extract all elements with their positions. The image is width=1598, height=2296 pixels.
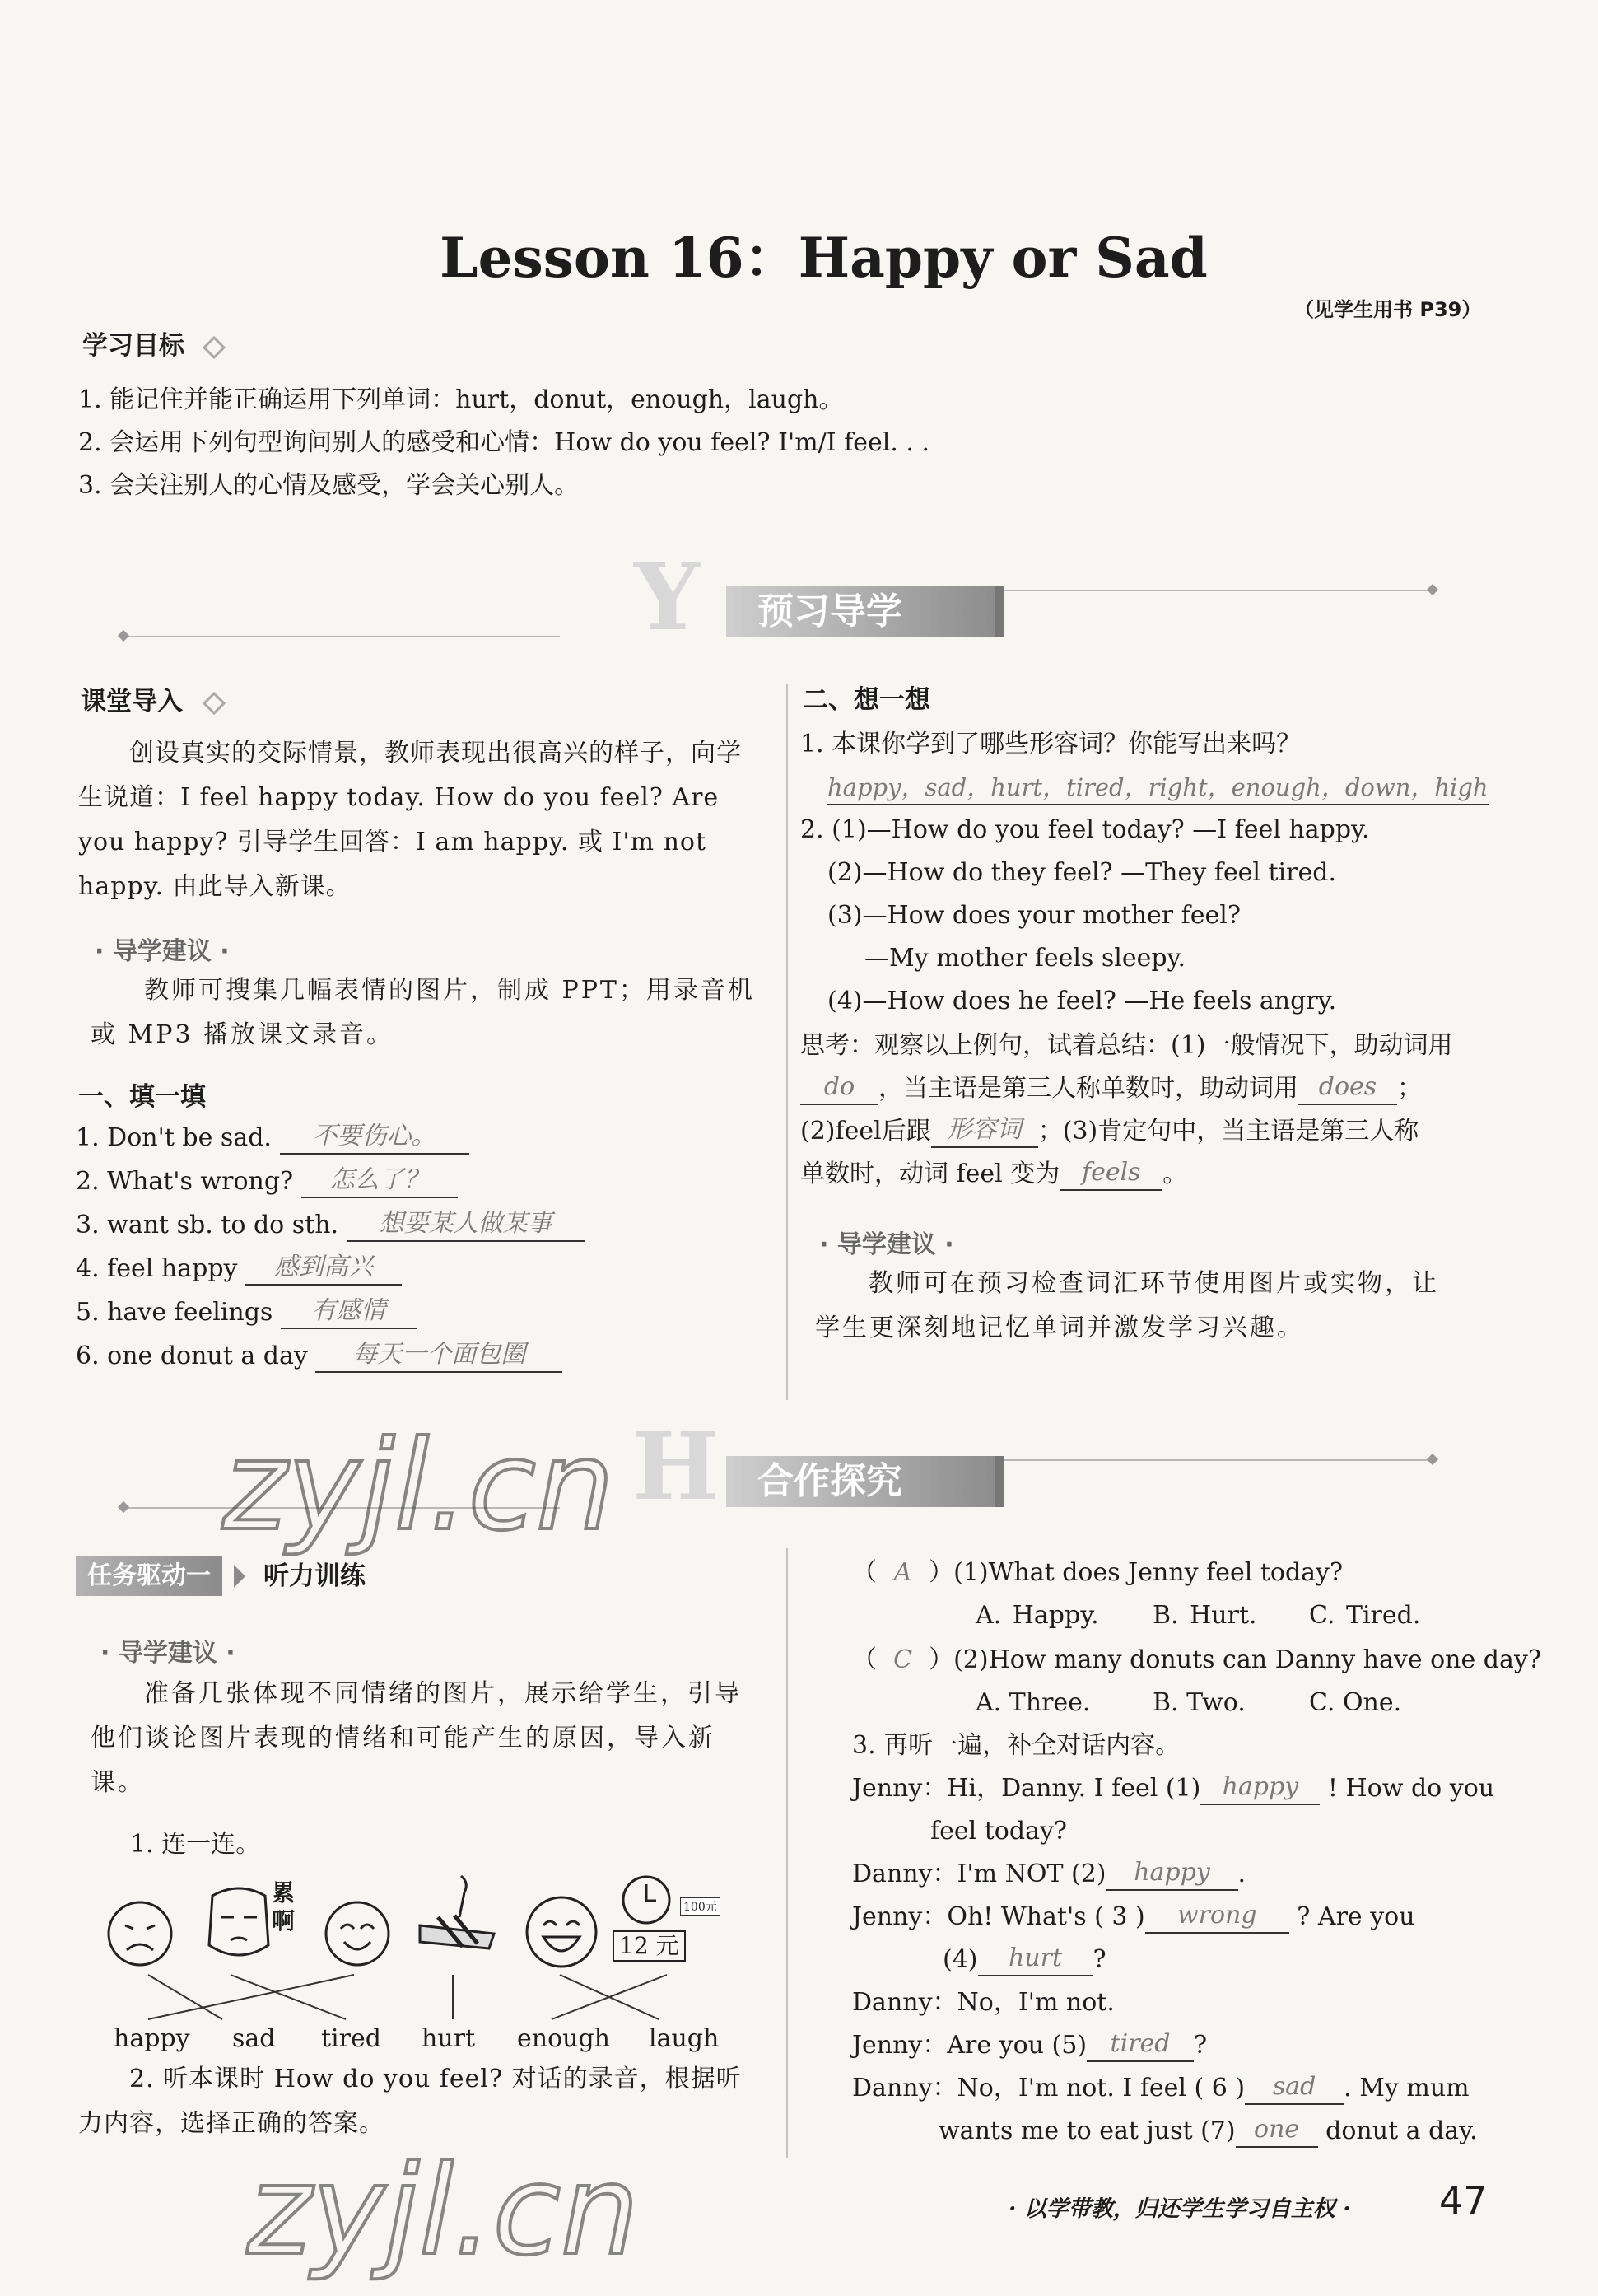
fill-item (76, 1165, 585, 1209)
watermark: zyjl.cn (222, 1415, 615, 1558)
task-title: 听力训练 (263, 1561, 366, 1591)
laugh-face-icon (524, 1894, 599, 1970)
match-word: laugh (649, 2024, 720, 2053)
watermark: zyjl.cn (247, 2140, 640, 2283)
divider-end-marker (1427, 1454, 1438, 1465)
column-divider (786, 684, 788, 1400)
fill-list (76, 1122, 585, 1384)
think-line: —My mother feels sleepy. (864, 944, 1186, 973)
option: C. Tired. (1309, 1601, 1421, 1630)
fill-item (76, 1253, 585, 1296)
dialogue-blank: happy (1106, 1858, 1238, 1891)
fill-question: 1. Don't be sad. (76, 1123, 272, 1152)
dialogue-blank: sad (1245, 2072, 1344, 2105)
clock-icon (619, 1873, 673, 1927)
option: A. Three. (976, 1688, 1091, 1717)
blank-adjective: 形容词 (931, 1115, 1038, 1148)
section-divider (123, 636, 560, 637)
task-q2: 2. 听本课时 How do you feel? 对话的录音，根据听力内容，选择正确的答案。 (78, 2065, 742, 2138)
fill-question: 6. one donut a day (76, 1342, 308, 1370)
fill-question: 5. have feelings (76, 1298, 273, 1327)
dialogue-line: (4) hurt ? (943, 1944, 1106, 1976)
listening-q3-heading: 3. 再听一遍，补全对话内容。 (852, 1731, 1181, 1760)
match-word: tired (321, 2024, 381, 2053)
think-suggestion-label: · 导学建议 · (819, 1230, 954, 1259)
fill-answer: 不要伤心。 (280, 1122, 469, 1155)
think-summary-line4: 单数时，动词 feel 变为 feels 。 (800, 1158, 1187, 1191)
match-word: sad (232, 2024, 276, 2053)
goal-item: 1. 能记住并能正确运用下列单词：hurt，donut，enough，laugh。 (78, 385, 844, 414)
task-suggestion-label: · 导学建议 · (100, 1639, 235, 1668)
fill-question: 2. What's wrong? (76, 1167, 294, 1196)
think-q1-answer-text: happy，sad，hurt，tired，right，enough，down，high (827, 773, 1489, 801)
dialogue-blank: one (1236, 2115, 1318, 2148)
column-divider (786, 1548, 788, 2158)
dialogue-line: Danny：No，I'm not. I feel ( 6 ) sad . My mum (852, 2072, 1470, 2105)
intro-heading-icon (203, 692, 226, 715)
think-q1-answer (827, 771, 1489, 805)
happy-face-icon (323, 1899, 392, 1968)
intro-heading: 课堂导入 (81, 687, 183, 716)
hurt-hand-icon (413, 1873, 504, 1965)
price-tag: 12 元 (613, 1930, 686, 1962)
task-suggestion-text: 准备几张体现不同情绪的图片，展示给学生，引导他们谈论图片表现的情绪和可能产生的原因，导入新课。 (91, 1679, 742, 1797)
fill-heading: 一、填一填 (78, 1082, 206, 1112)
dialogue-line: Danny：I'm NOT (2) happy . (852, 1858, 1246, 1891)
blank-does: does (1298, 1072, 1397, 1105)
banner-letter: H (632, 1413, 720, 1521)
think-suggestion-text: 教师可在预习检查词汇环节使用图片或实物，让学生更深刻地记忆单词并激发学习兴趣。 (815, 1269, 1439, 1342)
fill-answer: 怎么了？ (301, 1165, 458, 1198)
listening-q2: （ C ）(2)How many donuts can Danny have one day? (852, 1644, 1541, 1677)
match-word: enough (517, 2024, 610, 2053)
fill-question: 4. feel happy (76, 1254, 238, 1283)
fill-item (76, 1296, 585, 1340)
fill-question: 3. want sb. to do sth. (76, 1211, 339, 1239)
match-word: hurt (422, 2024, 476, 2053)
listening-q2-options (976, 1687, 1401, 1720)
blank-feels: feels (1060, 1158, 1162, 1191)
divider-end-marker (118, 630, 129, 642)
section-divider (1004, 590, 1433, 591)
dialogue-line: Danny：No，I'm not. (852, 1988, 1115, 2017)
think-summary-line3: (2)feel后跟 形容词 ；(3)肯定句中，当主语是第三人称 (800, 1115, 1419, 1148)
option: A. Happy. (976, 1601, 1099, 1630)
blank-do: do (800, 1072, 878, 1105)
intro-paragraph: 创设真实的交际情景，教师表现出很高兴的样子，向学生说道：I feel happy today. How do you feel? Are you happy? 引导学生回答：I am happy. 或 I'm not happy. 由此导入新课。 (78, 739, 742, 901)
goal-item: 2. 会运用下列句型询问别人的感受和心情：How do you feel? I'm/I feel. . . (78, 428, 930, 457)
reference-note: （见学生用书 P39） (1294, 298, 1482, 321)
think-summary-line1: 思考：观察以上例句，试着总结：(1)一般情况下，助动词用 (800, 1031, 1453, 1060)
section-banner-preview: 预习导学 (726, 586, 1004, 637)
section-banner-cooperation: 合作探究 (726, 1456, 1004, 1507)
dialogue-line: Jenny：Hi，Danny. I feel (1) happy ! How do you (852, 1772, 1494, 1805)
option: B. Hurt. (1153, 1601, 1257, 1630)
divider-end-marker (118, 1501, 129, 1513)
task-tag: 任务驱动一 (76, 1556, 222, 1596)
intro-suggestion-text: 教师可搜集几幅表情的图片，制成 PPT；用录音机或 MP3 播放课文录音。 (91, 976, 755, 1049)
think-line: (4)—How does he feel? —He feels angry. (827, 987, 1337, 1015)
tired-face-caption: 累啊 (272, 1879, 296, 1934)
fill-answer: 每天一个面包圈 (315, 1340, 562, 1373)
dialogue-line: wants me to eat just (7) one donut a day. (939, 2115, 1478, 2148)
footer-slogan: · 以学带教，归还学生学习自主权 · (1009, 2196, 1351, 2222)
page-number: 47 (1439, 2178, 1488, 2223)
option: B. Two. (1153, 1688, 1246, 1717)
fill-item (76, 1340, 585, 1384)
match-word: happy (114, 2024, 190, 2053)
divider-end-marker (1427, 584, 1438, 595)
think-summary-line2: do ，当主语是第三人称单数时，助动词用 does ； (800, 1072, 1422, 1105)
think-line: (2)—How do they feel? —They feel tired. (827, 858, 1336, 887)
listening-q1-options (976, 1599, 1420, 1632)
dialogue-blank: happy (1200, 1772, 1320, 1805)
option: C. One. (1309, 1688, 1402, 1717)
banner-letter: Y (634, 544, 700, 651)
section-divider (1004, 1459, 1433, 1461)
goals-heading-icon (203, 336, 226, 359)
intro-suggestion-label: · 导学建议 · (95, 937, 230, 966)
fill-answer: 有感情 (281, 1296, 417, 1329)
goal-item: 3. 会关注别人的心情及感受，学会关心别人。 (78, 471, 580, 500)
matching-lines (132, 1972, 708, 2029)
think-q1: 1. 本课你学到了哪些形容词？你能写出来吗？ (800, 730, 1302, 758)
listening-q1: （ A ）(1)What does Jenny feel today? (852, 1556, 1343, 1589)
dialogue-blank: tired (1087, 2029, 1194, 2062)
page-title: Lesson 16：Happy or Sad (440, 226, 1208, 290)
dialogue-line: feel today? (930, 1817, 1067, 1846)
match-heading: 1. 连一连。 (130, 1830, 261, 1859)
dialogue-line: Jenny：Are you (5) tired ? (852, 2029, 1207, 2062)
goals-heading: 学习目标 (82, 331, 184, 361)
q2-answer: C (893, 1645, 913, 1674)
fill-answer: 想要某人做某事 (347, 1209, 585, 1242)
price-small-tag: 100元 (680, 1897, 720, 1916)
think-heading: 二、想一想 (803, 685, 930, 715)
dialogue-line: Jenny：Oh! What's ( 3 ) wrong ? Are you (852, 1901, 1415, 1934)
fill-item (76, 1122, 585, 1165)
dialogue-blank: hurt (978, 1944, 1093, 1976)
q1-answer: A (893, 1558, 912, 1587)
fill-item (76, 1209, 585, 1253)
dialogue-blank: wrong (1145, 1901, 1289, 1934)
sad-face-icon (105, 1899, 175, 1968)
think-line: (3)—How does your mother feel? (827, 901, 1241, 930)
task-tag-arrow-icon (234, 1565, 245, 1588)
think-line: 2. (1)—How do you feel today? —I feel happy. (800, 815, 1370, 844)
fill-answer: 感到高兴 (245, 1253, 402, 1286)
tired-face-icon (198, 1879, 280, 1967)
